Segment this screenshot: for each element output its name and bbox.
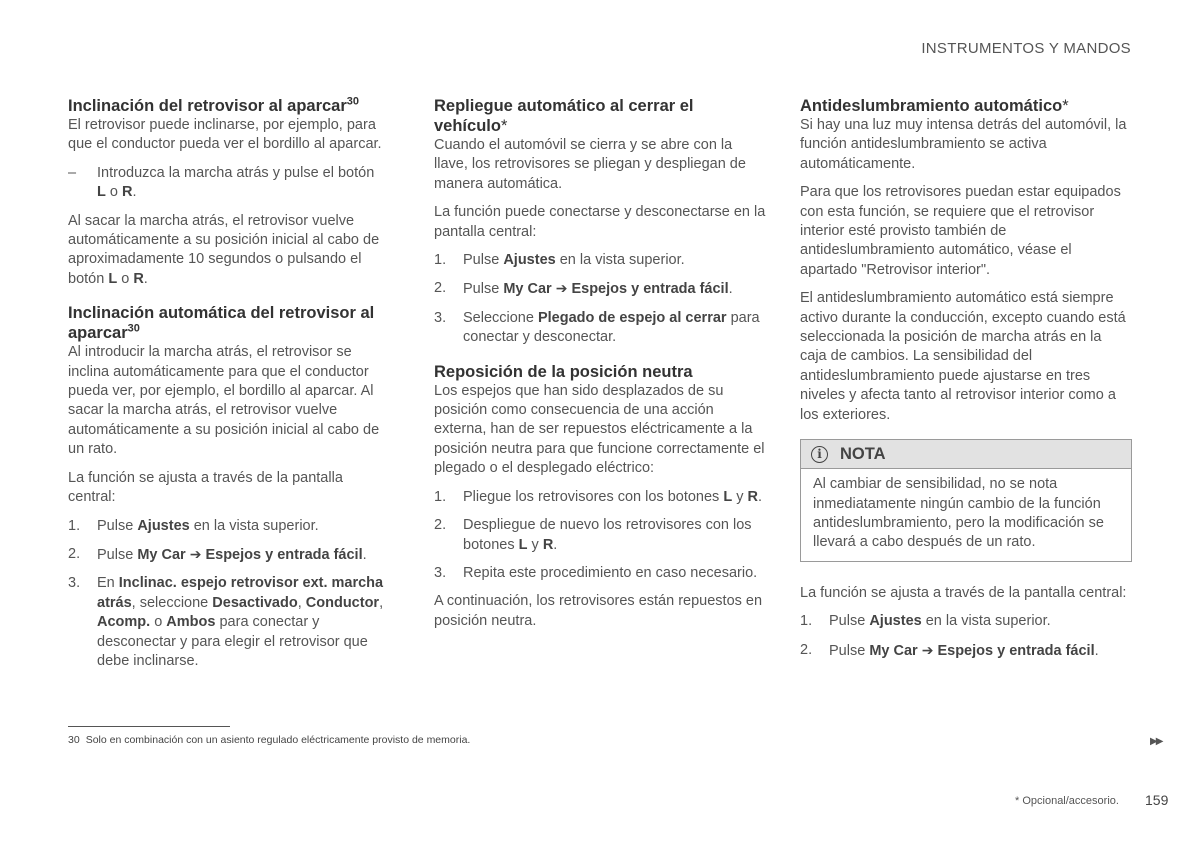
paragraph: Si hay una luz muy intensa detrás del automóvil, la función antideslumbramiento se activa automáticamente. (800, 117, 1127, 172)
paragraph: El antideslumbramiento automático está siempre activo durante la conducción, excepto cuando está seleccionada la posición de marcha atrás en la caja de cambios. La sensibilidad del antideslumbramiento puede ajustarse en tres niveles y afecta tanto al retrovisor interior como a los exteriores. (800, 290, 1126, 423)
heading-auto-tilt: Inclinación automática del retrovisor al aparcar$^{30}$ (68, 304, 375, 343)
list-item: 2. Pulse My Car ➔ Espejos y entrada fácil. (68, 545, 367, 563)
list-item: 2. Pulse My Car ➔ Espejos y entrada fácil. (434, 280, 733, 298)
steps-list (434, 488, 766, 584)
footnote-ref[interactable]: 30 (346, 95, 360, 108)
paragraph: A continuación, los retrovisores están repuestos en posición neutra. (434, 593, 763, 629)
note-header (801, 440, 1131, 469)
list-item: 3. En Inclinac. espejo retrovisor ext. marcha atrás, seleccione Desactivado, Conductor, Acomp. o Ambos para conectar y desconectar y para elegir el retrovisor que debe inclinarse. (68, 575, 384, 669)
arrow-right-icon: ➔ (921, 641, 934, 658)
note-box (800, 439, 1132, 562)
footnote-divider (68, 726, 230, 727)
list-item: 2. Despliegue de nuevo los retrovisores con los botones L y R. (434, 517, 752, 553)
list-item: 2. Pulse My Car ➔ Espejos y entrada fácil. (800, 641, 1099, 659)
info-icon: i (811, 446, 828, 463)
optional-accessory-note: * Opcional/accesorio. (1015, 795, 1119, 807)
paragraph: Al introducir la marcha atrás, el retrovisor se inclina automáticamente para que el conductor pueda ver, por ejemplo, el bordillo al aparcar. Al sacar la marcha atrás, el retrovisor vuelve automáticamente a su posición inicial al cabo de un rato. (68, 344, 380, 458)
list-item: 1. Pulse Ajustes en la vista superior. (434, 252, 685, 269)
heading-tilt-parking: Inclinación del retrovisor al aparcar$^{30}$ (68, 95, 360, 115)
next-page-icon[interactable]: ▶▶ (1150, 736, 1162, 747)
paragraph: Para que los retrovisores puedan estar equipados con esta función, se requiere que el retrovisor interior esté provisto también de antideslumbramiento automático, véase el apartado "Retrovisor interior". (800, 184, 1121, 278)
column-left (68, 96, 386, 680)
arrow-right-icon: ➔ (555, 280, 568, 297)
list-item: 1. Pliegue los retrovisores con los botones L y R. (434, 488, 763, 505)
section-header: INSTRUMENTOS Y MANDOS (921, 40, 1131, 57)
steps-list (800, 612, 1132, 661)
steps-list (434, 251, 766, 348)
list-item: 1. Pulse Ajustes en la vista superior. (68, 517, 319, 534)
column-right (800, 96, 1132, 670)
list-item: 3. Seleccione Plegado de espejo al cerrar para conectar y desconectar. (434, 309, 760, 346)
paragraph: Cuando el automóvil se cierra y se abre con la llave, los retrovisores se pliegan y despliegan de manera automática. (434, 137, 746, 192)
column-middle (434, 96, 766, 640)
dash-item: – Introduzca la marcha atrás y pulse el botón L o R. (68, 164, 375, 201)
arrow-right-icon: ➔ (189, 545, 202, 562)
footnote-ref[interactable]: 30 (127, 322, 140, 335)
paragraph: Al sacar la marcha atrás, el retrovisor vuelve automáticamente a su posición inicial al cabo de aproximadamente 10 segundos o pulsando el botón L o R. (68, 212, 380, 287)
paragraph: El retrovisor puede inclinarse, por ejemplo, para que el conductor pueda ver el bordillo al aparcar. (68, 117, 382, 153)
paragraph: La función se ajusta a través de la pantalla central: (800, 584, 1127, 601)
list-item: 1. Pulse Ajustes en la vista superior. (800, 613, 1051, 630)
page-number: 159 (1145, 792, 1169, 808)
note-title: NOTA (840, 444, 886, 463)
paragraph: La función puede conectarse y desconectarse en la pantalla central: (434, 204, 766, 240)
heading-neutral-reset: Reposición de la posición neutra (434, 362, 693, 381)
list-item: 3. Repita este procedimiento en caso necesario. (434, 564, 758, 581)
note-body: Al cambiar de sensibilidad, no se nota inmediatamente ningún cambio de la función antideslumbramiento, pero la modificación se llevará a cabo después de un rato. (813, 476, 1104, 551)
steps-list (68, 517, 386, 672)
heading-anti-glare: Antideslumbramiento automático* (800, 97, 1069, 115)
paragraph: La función se ajusta a través de la pantalla central: (68, 469, 343, 506)
heading-auto-fold: Repliegue automático al cerrar el vehículo* (434, 97, 694, 135)
paragraph: Los espejos que han sido desplazados de su posición como consecuencia de una acción externa, han de ser repuestos eléctricamente a la posición neutra para que funcione correctamente el plegado o el desplegado eléctrico: (434, 382, 765, 477)
footnote: 30 Solo en combinación con un asiento regulado eléctricamente provisto de memoria. (68, 734, 471, 746)
